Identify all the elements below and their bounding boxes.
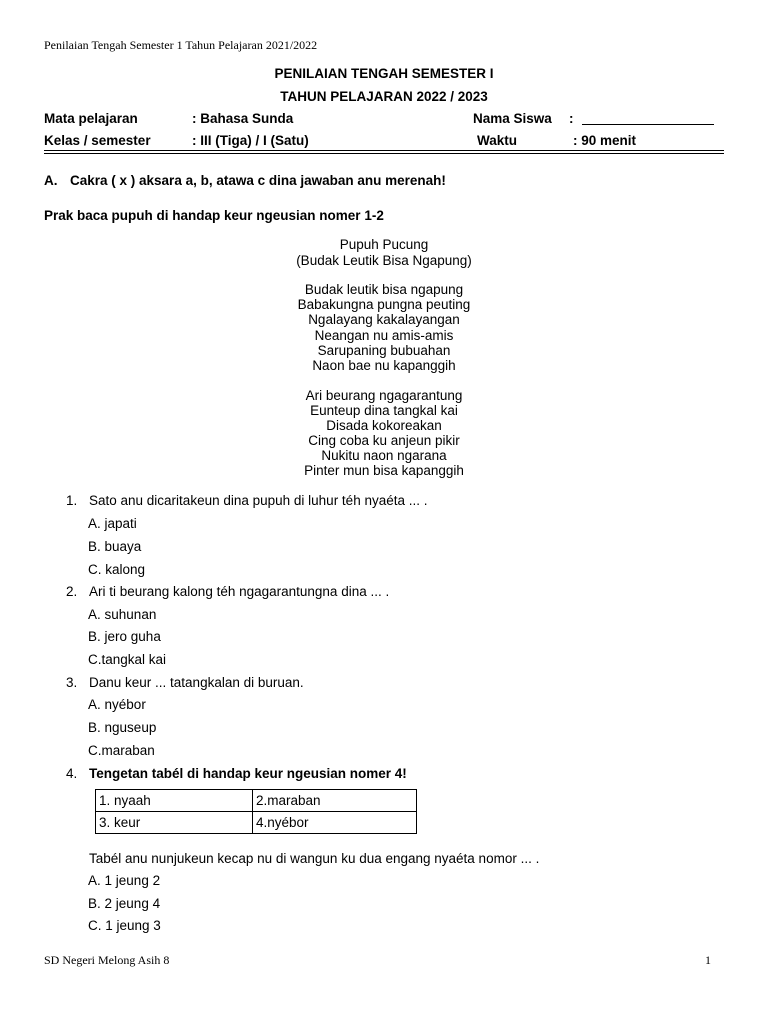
subject-label: Mata pelajaran [44,111,138,126]
option-letter: C. [88,743,102,758]
section-a-heading [44,173,446,188]
answer-option[interactable] [88,539,141,554]
poem-subtitle: (Budak Leutik Bisa Ngapung) [296,253,472,268]
answer-option[interactable] [88,697,146,712]
student-name-blank[interactable] [582,124,714,125]
poem-line: Neangan nu amis-amis [314,328,454,343]
option-letter: C. [88,918,102,933]
poem-line: Ngalayang kakalayangan [308,312,460,327]
answer-option[interactable] [88,516,137,531]
option-text: tangkal kai [101,652,167,667]
option-letter: A. [88,873,101,888]
option-letter: B. [88,629,101,644]
option-letter: A. [88,697,101,712]
option-text: kalong [105,562,146,577]
subject-value: : Bahasa Sunda [192,111,294,126]
table-row [96,790,417,812]
poem-line: Sarupaning bubuahan [317,343,451,358]
header-divider-top [44,150,724,151]
reading-instruction: Prak baca pupuh di handap keur ngeusian nomer 1-2 [44,208,384,223]
answer-option[interactable] [88,629,161,644]
time-value: : 90 menit [573,133,637,148]
poem-line: Nukitu naon ngarana [321,448,447,463]
poem-line: Disada kokoreakan [326,418,442,433]
poem-line: Naon bae nu kapanggih [312,358,456,373]
class-value: : III (Tiga) / I (Satu) [192,133,309,148]
answer-option[interactable] [88,873,160,888]
running-header: Penilaian Tengah Semester 1 Tahun Pelajaran 2021/2022 [44,38,318,52]
option-letter: C. [88,652,102,667]
exam-year: TAHUN PELAJARAN 2022 / 2023 [280,89,488,104]
option-text: 2 jeung 4 [104,896,161,911]
poem-line: Babakungna pungna peuting [297,297,471,312]
answer-option[interactable] [88,562,145,577]
time-label: Waktu [477,133,517,148]
class-label: Kelas / semester [44,133,151,148]
header-divider-bottom [44,153,724,154]
question-text: Tengetan tabél di handap keur ngeusian nomer 4! [89,766,407,781]
option-letter: A. [88,607,101,622]
question-followup: Tabél anu nunjukeun kecap nu di wangun ku dua engang nyaéta nomor ... . [89,851,540,866]
student-name-label: Nama Siswa [473,111,552,126]
option-letter: B. [88,720,101,735]
answer-option[interactable] [88,743,155,758]
answer-option[interactable] [88,607,156,622]
option-text: buaya [104,539,142,554]
option-letter: B. [88,896,101,911]
option-text: 1 jeung 3 [105,918,161,933]
page-number: 1 [705,953,711,967]
question-number: 2. [66,584,78,599]
answer-option[interactable] [88,652,166,667]
footer-school: SD Negeri Melong Asih 8 [44,953,170,967]
section-letter: A. [44,173,58,188]
option-text: maraban [101,743,155,758]
option-letter: A. [88,516,101,531]
option-text: nyébor [104,697,146,712]
table-cell: 3. keur [96,812,253,834]
option-letter: C. [88,562,102,577]
student-name-colon: : [569,111,574,126]
option-text: japati [104,516,137,531]
answer-option[interactable] [88,918,161,933]
poem-title: Pupuh Pucung [339,237,429,252]
poem-line: Pinter mun bisa kapanggih [304,463,464,478]
question-number: 3. [66,675,78,690]
question-number: 1. [66,493,78,508]
question-text: Sato anu dicaritakeun dina pupuh di luhur téh nyaéta ... . [89,493,428,508]
table-row [96,812,417,834]
poem-line: Cing coba ku anjeun pikir [308,433,460,448]
table-cell: 2.maraban [253,790,417,812]
option-text: jero guha [104,629,161,644]
exam-title: PENILAIAN TENGAH SEMESTER I [274,66,494,81]
section-instruction: Cakra ( x ) aksara a, b, atawa c dina jawaban anu merenah! [70,173,446,188]
word-table [95,789,417,834]
answer-option[interactable] [88,896,160,911]
table-cell: 1. nyaah [96,790,253,812]
option-text: suhunan [104,607,157,622]
question-number: 4. [66,766,78,781]
option-text: 1 jeung 2 [104,873,161,888]
poem-line: Eunteup dina tangkal kai [310,403,458,418]
option-letter: B. [88,539,101,554]
poem-line: Budak leutik bisa ngapung [304,282,464,297]
option-text: nguseup [104,720,157,735]
table-cell: 4.nyébor [253,812,417,834]
question-text: Danu keur ... tatangkalan di buruan. [89,675,304,690]
question-text: Ari ti beurang kalong téh ngagarantungna dina ... . [89,584,390,599]
answer-option[interactable] [88,720,156,735]
poem-line: Ari beurang ngagarantung [305,388,463,403]
